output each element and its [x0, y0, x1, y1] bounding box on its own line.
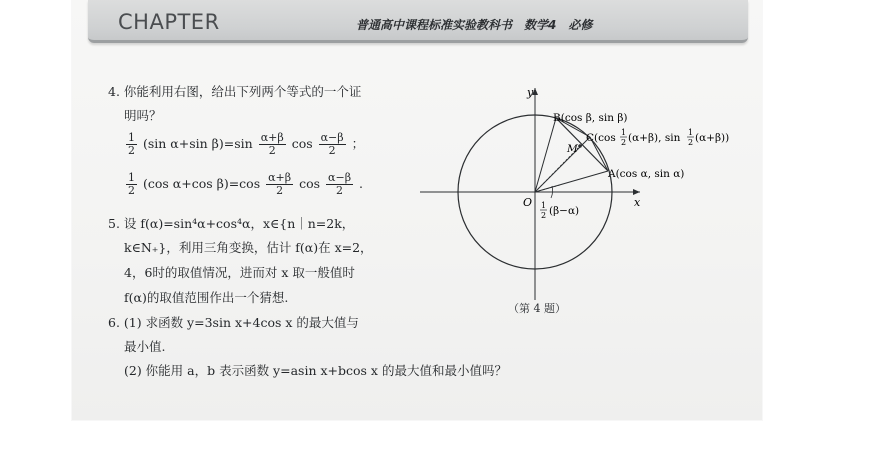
problem-5-line-3: 4，6时的取值情况，进而对 x 取一般值时	[124, 265, 355, 280]
label-x: x	[634, 196, 641, 209]
label-c-prefix: C(cos	[586, 132, 616, 144]
eq1-end: ；	[351, 136, 365, 151]
eq1-cos: cos	[291, 136, 313, 151]
label-angle-den: 2	[541, 211, 547, 220]
eq1-frac-sum: $\frac{\alpha+\beta}{2}$	[260, 131, 284, 157]
label-o: O	[523, 196, 533, 209]
label-m: M	[567, 143, 578, 155]
label-c-frac1-num: 1	[621, 128, 627, 137]
problem-6-line-1: 6. (1) 求函数 y=3sin x+4cos x 的最大值与	[108, 315, 359, 330]
problem-5-line-4: f(α)的取值范围作出一个猜想.	[124, 290, 289, 305]
eq2-frac-diff: $\frac{\alpha-\beta}{2}$	[328, 171, 352, 197]
eq2-middle: (cos α+cos β)=cos	[142, 176, 261, 191]
problem-5-line-1: 5. 设 f(α)=sin⁴α+cos⁴α，x∈{n｜n=2k，	[108, 216, 355, 231]
label-y: y	[527, 86, 534, 99]
eq2-cos: cos	[299, 176, 321, 191]
label-c-frac2-num: 1	[688, 128, 694, 137]
problem-6-line-2: 最小值.	[124, 339, 166, 354]
book-title: 普通高中课程标准实验教科书 数学4 必修	[356, 18, 593, 32]
problem-4-line-1: 4. 你能利用右图，给出下列两个等式的一个证	[108, 84, 362, 99]
label-c-frac1-den: 2	[621, 138, 627, 147]
eq1-half: $\frac{1}{2}$	[128, 131, 135, 157]
label-c-frac2-den: 2	[688, 138, 694, 147]
problem-6-line-3: (2) 你能用 a，b 表示函数 y=asin x+bcos x 的最大值和最小值吗？	[124, 363, 507, 378]
label-angle-suffix: (β−α)	[549, 205, 580, 217]
label-a: A(cos α, sin α)	[608, 168, 685, 180]
problem-4-line-2: 明吗？	[124, 108, 162, 123]
eq1-frac-diff: $\frac{\alpha-\beta}{2}$	[320, 131, 344, 157]
eq1-middle: (sin α+sin β)=sin	[142, 136, 253, 151]
x-axis-arrow	[633, 189, 640, 195]
figure-caption: （第 4 题）	[508, 302, 566, 315]
eq2-half: $\frac{1}{2}$	[128, 171, 135, 197]
point-m	[578, 144, 582, 148]
label-angle-num: 1	[541, 201, 547, 210]
label-b: B(cos β, sin β)	[553, 112, 628, 124]
label-c-mid: (α+β), sin	[628, 132, 681, 144]
eq2-end: .	[359, 176, 364, 191]
chapter-heading: CHAPTER	[118, 10, 220, 34]
problem-5-line-2: k∈N₊}，利用三角变换，估计 f(α)在 x=2，	[124, 240, 373, 255]
eq2-frac-sum: $\frac{\alpha+\beta}{2}$	[268, 171, 292, 197]
label-c-suffix: (α+β))	[695, 132, 730, 144]
